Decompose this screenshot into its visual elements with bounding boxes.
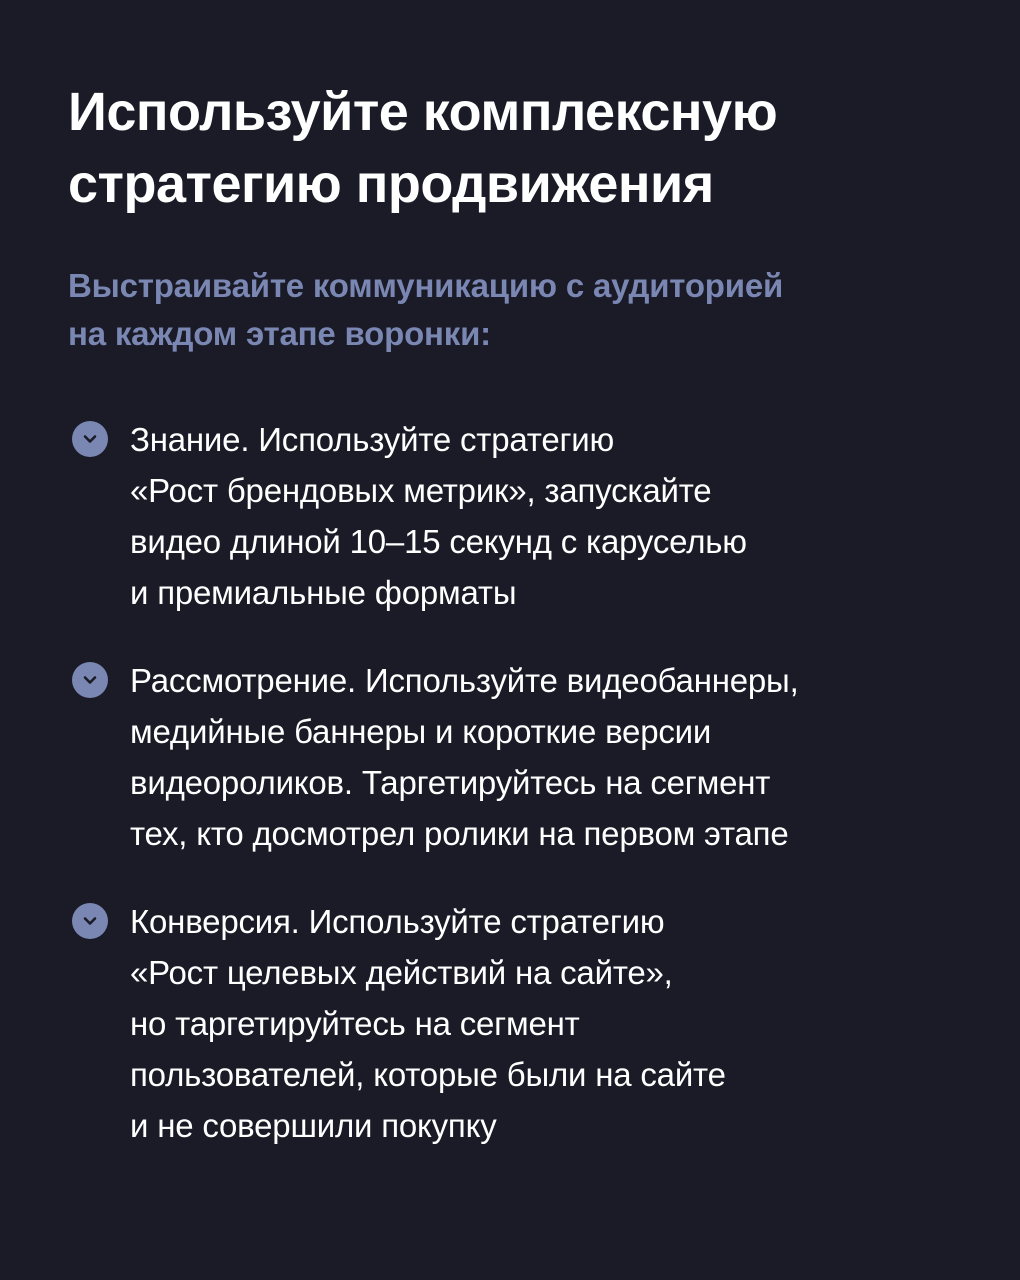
list-item-line: и премиальные форматы [130, 574, 517, 611]
subtitle-line: на каждом этапе воронки: [68, 315, 491, 352]
check-circle-icon [72, 903, 108, 939]
list-item-line: медийные баннеры и короткие версии [130, 713, 712, 750]
subtitle-line: Выстраивайте коммуникацию с аудиторией [68, 267, 784, 304]
list-item-text [130, 896, 948, 1151]
list-item-line: и не совершили покупку [130, 1107, 497, 1144]
list-item-line: видео длиной 10–15 секунд с каруселью [130, 523, 747, 560]
title-line: стратегию продвижения [68, 154, 714, 214]
list-item-line: Знание. Используйте стратегию [130, 421, 615, 458]
subtitle [68, 262, 948, 358]
list-item-text [130, 655, 948, 859]
list-item-line: Конверсия. Используйте стратегию [130, 903, 665, 940]
list-item-line: но таргетируйтесь на сегмент [130, 1005, 580, 1042]
list-item-conversion [68, 896, 948, 1151]
list-item-awareness [68, 414, 948, 618]
title-line: Используйте комплексную [68, 82, 778, 142]
list-item-line: пользователей, которые были на сайте [130, 1056, 726, 1093]
list-item-line: видеороликов. Таргетируйтесь на сегмент [130, 764, 771, 801]
list-item-line: Рассмотрение. Используйте видеобаннеры, [130, 662, 799, 699]
slide [68, 76, 948, 1188]
list-item-line: тех, кто досмотрел ролики на первом этапе [130, 815, 789, 852]
strategy-list [68, 414, 948, 1151]
page-title [68, 76, 948, 220]
check-circle-icon [72, 662, 108, 698]
check-circle-icon [72, 421, 108, 457]
list-item-line: «Рост брендовых метрик», запускайте [130, 472, 712, 509]
list-item-line: «Рост целевых действий на сайте», [130, 954, 673, 991]
list-item-text [130, 414, 948, 618]
list-item-consideration [68, 655, 948, 859]
